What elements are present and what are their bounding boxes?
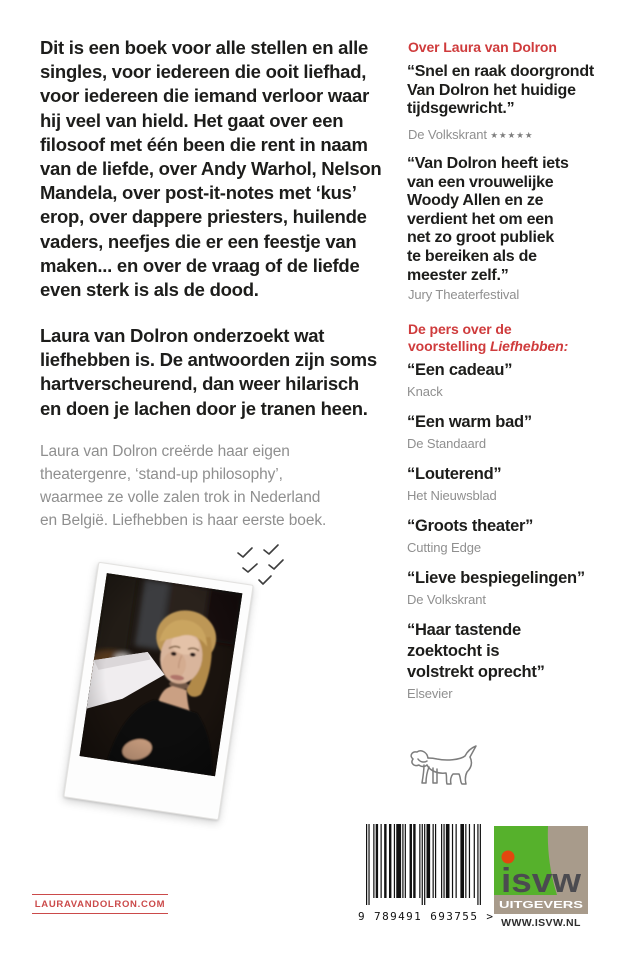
author-portrait [80,573,243,776]
about-author-heading: Over Laura van Dolron [408,39,557,55]
press-quote-source: Cutting Edge [407,540,481,555]
polaroid-photo [63,562,253,821]
star-rating: ★★★★★ [490,130,534,140]
press-quote: “Lieve bespiegelingen” [407,569,585,587]
isvw-publisher-logo [494,826,588,914]
show-press-heading: De pers over de voorstelling Liefhebben: [408,321,569,354]
press-item [407,620,597,701]
press-quote: “Van Dolron heeft iets van een vrouwelijke Woody Allen en ze verdient het om een net zo groot publiek te bereiken als de meester zelf.” [407,155,569,284]
press-item [407,360,597,399]
press-quote: “Louterend” [407,465,502,483]
show-title: Liefhebben: [489,337,569,354]
summary-paragraph: Laura van Dolron onderzoekt wat liefhebben is. De antwoorden zijn soms hartverscheurend, dan weer hilarisch en doen je lachen door je tranen heen. [40,325,377,419]
press-quote-source: De Volkskrant ★★★★★ [408,127,534,142]
press-quote-source: Knack [407,384,443,399]
press-quote: “Groots theater” [407,517,534,535]
publisher-name: isvw [501,862,582,900]
barcode-bars [356,823,496,907]
press-quote: “Snel en raak doorgrondt Van Dolron het huidige tijdsgewricht.” [407,63,594,118]
press-item [407,516,597,555]
press-quote: “Een warm bad” [407,413,532,431]
author-website-link: LAURAVANDOLRON.COM [32,894,168,914]
press-quote-source: De Standaard [407,436,487,451]
press-quote-source: Jury Theaterfestival [408,287,520,302]
press-item [407,464,597,503]
show-press-list [407,360,597,714]
press-quote-source: De Volkskrant [407,592,486,607]
isbn-number: 9 789491 693755 > [358,910,495,923]
press-item [407,568,597,607]
publisher-website-link: WWW.ISVW.NL [501,917,581,929]
press-quote-source: Elsevier [407,686,453,701]
intro-paragraph: Dit is een boek voor alle stellen en alle singles, voor iedereen die ooit liefhad, voor iedereen die iemand verloor waar hij veel van hield. Het gaat over een filosoof met één been die rent in naam van de liefde, over Andy Warhol, Nelson Mandela, over post-it-notes met ‘kus’ erop, over dappere priesters, huilende vaders, neefjes die er een feestje van maken... en over de vraag of de liefde even sterk is als de dood. [40,37,382,301]
dog-sketch-icon [406,737,482,789]
press-quote-source: Het Nieuwsblad [407,488,497,503]
author-bio: Laura van Dolron creërde haar eigen theatergenre, ‘stand-up philosophy’, waarmee ze volle zalen trok in Nederland en België. Liefhebben is haar eerste boek. [40,443,327,529]
press-item [407,412,597,451]
press-quote: “Haar tastende zoektocht is volstrekt oprecht” [407,621,545,681]
birds-doodle-icon [231,541,293,587]
isbn-barcode [356,823,496,923]
publisher-tagline: UITGEVERS [499,900,584,911]
press-quote: “Een cadeau” [407,361,513,379]
